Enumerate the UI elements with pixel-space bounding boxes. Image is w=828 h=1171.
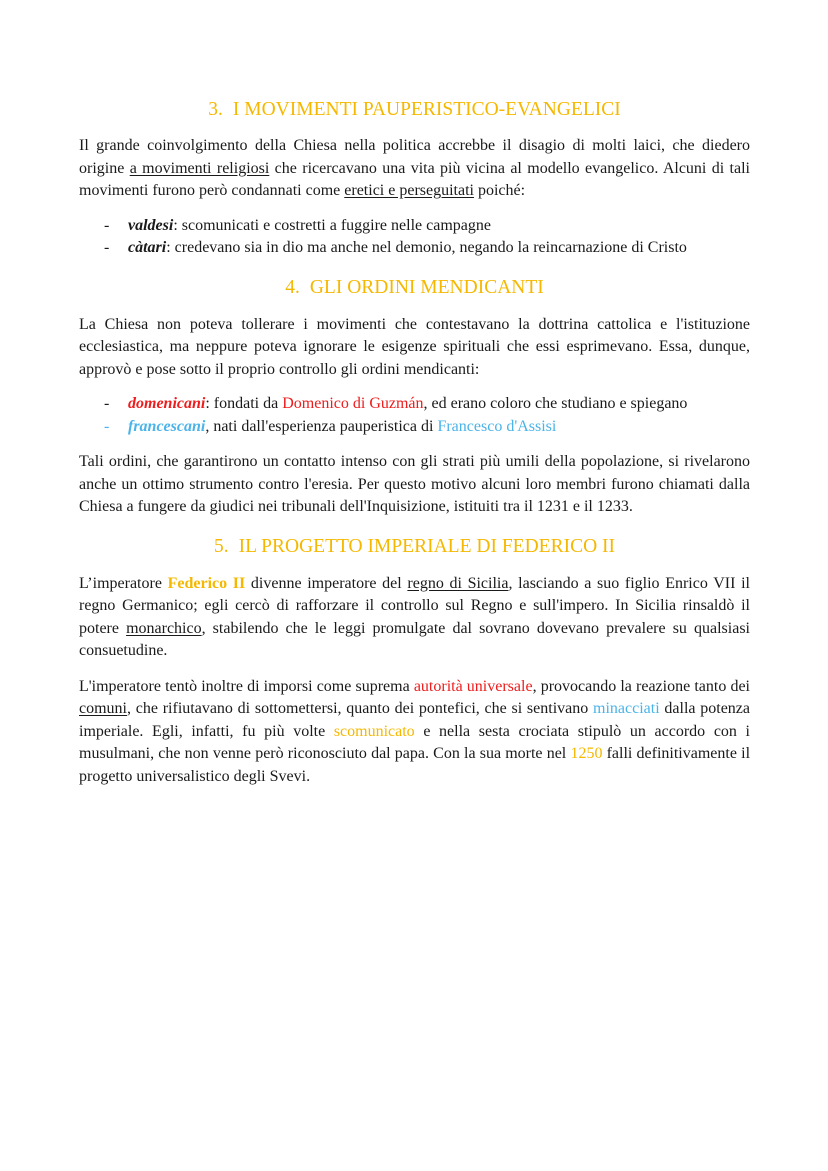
text-run: divenne imperatore del (245, 574, 408, 592)
bullet-dash: - (104, 417, 110, 435)
bullet-dash: - (104, 216, 110, 234)
highlighted-name: Domenico di Guzmán (282, 395, 424, 412)
highlighted-name: Federico II (167, 574, 246, 592)
section-5-number: 5. (213, 535, 229, 557)
bullet-term: valdesi (128, 216, 174, 234)
bullet-text: : fondati da (205, 395, 283, 412)
section-4-heading (79, 275, 750, 301)
text-run: falli definitivamente il progetto universalistico degli Svevi. (79, 745, 751, 785)
text-run: poiché: (473, 182, 526, 199)
section-5-heading (79, 534, 750, 560)
highlighted-text: autorità universale (413, 677, 533, 695)
list-item (79, 416, 750, 439)
section-3-heading (79, 97, 750, 123)
list-item (79, 393, 750, 416)
text-run: L’imperatore (79, 574, 168, 592)
bullet-dash: - (104, 395, 110, 412)
highlighted-name: Francesco d'Assisi (437, 417, 557, 435)
list-item (79, 237, 750, 260)
bullet-term: francescani (128, 417, 206, 435)
section-3-title: I MOVIMENTI PAUPERISTICO-EVANGELICI (232, 99, 621, 120)
text-run: , provocando la reazione tanto dei (532, 677, 751, 695)
underlined-text: a movimenti religiosi (129, 159, 270, 177)
highlighted-text: scomunicato (333, 722, 415, 740)
section-4-paragraph-2: Tali ordini, che garantirono un contatto intenso con gli strati più umili della popolazione, si rivelarono anche un ottimo strumento contro l'eresia. Per questo motivo alcuni loro membri furono chiamati dalla Chiesa a fungere da giudici nei tribunali dell'Inquisizione, istituiti tra il 1231 e il 1233. (79, 453, 750, 515)
list-item (79, 215, 750, 238)
text-run: dalla potenza imperiale. Egli, infatti, fu più volte (79, 700, 751, 740)
section-3-bullet-list (79, 215, 750, 260)
highlighted-text: minacciati (593, 700, 660, 717)
text-run: che ricercavano una vita più vicina al modello evangelico. Alcuni di tali movimenti furono però condannati come (79, 159, 750, 199)
section-4-number: 4. (285, 276, 300, 298)
section-5-title: IL PROGETTO IMPERIALE DI FEDERICO II (238, 535, 616, 557)
underlined-text: comuni (79, 700, 127, 717)
bullet-text: , nati dall'esperienza pauperistica di (205, 417, 438, 435)
section-3-paragraph (79, 135, 750, 203)
highlighted-text: 1250 (570, 745, 603, 762)
section-4-paragraph-1: La Chiesa non poteva tollerare i movimenti che contestavano la dottrina cattolica e l'istituzione ecclesiastica, ma neppure poteva ignorare le esigenze spirituali che essi esprimevano. Essa, dunque, approvò e pose sotto il proprio controllo gli ordini mendicanti: (79, 315, 750, 378)
text-run: e nella sesta crociata stipulò un accordo con i musulmani, che non venne però riconosciuto dal papa. Con la sua morte nel (79, 722, 750, 762)
underlined-text: eretici e perseguitati (344, 182, 474, 199)
text-run: , lasciando a suo figlio Enrico VII il regno Germanico; egli cercò di rafforzare il controllo sul Regno e sull'impero. In Sicilia rinsaldò il potere (79, 574, 750, 637)
bullet-text: , ed erano coloro che studiano e spiegano (423, 395, 688, 412)
bullet-dash: - (104, 239, 110, 256)
bullet-term: càtari (128, 239, 167, 256)
bullet-text: : credevano sia in dio ma anche nel demonio, negando la reincarnazione di Cristo (166, 239, 687, 256)
text-run: , che rifiutavano di sottomettersi, quanto dei pontefici, che si sentivano (127, 700, 593, 717)
section-4-bullet-list (79, 393, 750, 438)
bullet-term: domenicani (128, 395, 206, 412)
underlined-text: monarchico (126, 619, 202, 637)
document-content (79, 97, 750, 788)
section-5-paragraph-2 (79, 676, 750, 789)
bullet-text: : scomunicati e costretti a fuggire nelle campagne (173, 216, 491, 234)
text-run: Il grande coinvolgimento della Chiesa nella politica accrebbe il disagio di molti laici, che diedero origine (79, 137, 750, 177)
section-4-title: GLI ORDINI MENDICANTI (309, 276, 544, 298)
text-run: L'imperatore tentò inoltre di imporsi come suprema (79, 677, 414, 695)
section-5-paragraph-1 (79, 573, 750, 663)
text-run: , stabilendo che le leggi promulgate dal sovrano dovevano prevalere su qualsiasi consuetudine. (79, 619, 750, 659)
underlined-text: regno di Sicilia (407, 574, 509, 592)
section-3-number: 3. (208, 99, 223, 120)
